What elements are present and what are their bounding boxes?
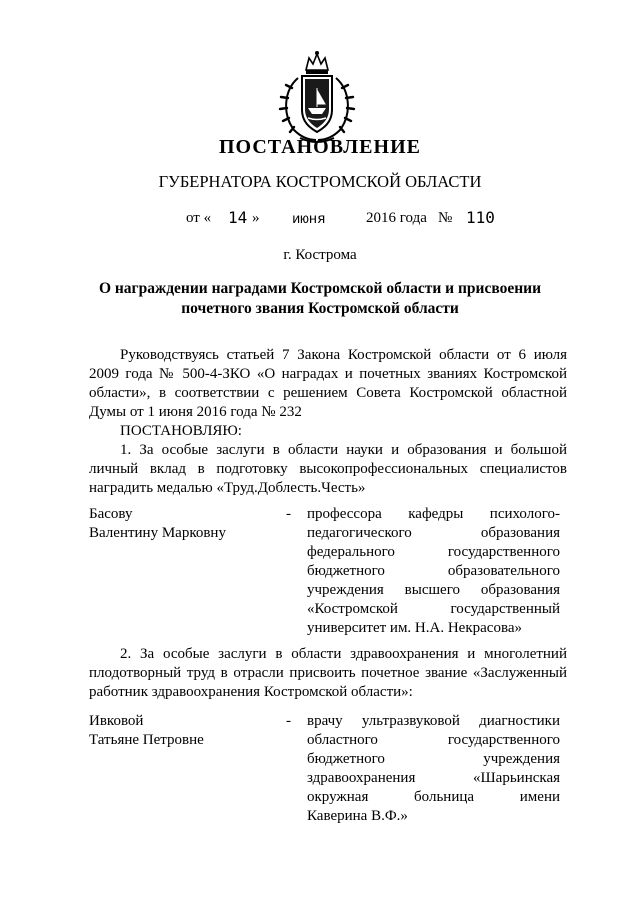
item-2-line: работник здравоохранения Костромской области»: <box>89 684 413 700</box>
item-1-line: наградить медалью «Труд.Доблесть.Честь» <box>89 480 366 496</box>
item-2-paragraph <box>89 645 567 702</box>
desc-line: здравоохранения «Шарьинская <box>307 770 560 786</box>
awardee-1-name <box>89 505 279 543</box>
item-1-line: личный вклад в подготовку высокопрофессиональных специалистов <box>89 461 567 477</box>
awardee-surname: Басову <box>89 506 133 522</box>
document-heading <box>0 279 640 319</box>
intro-paragraph <box>89 346 567 422</box>
number-sign: № <box>438 210 453 226</box>
heading-line-1: О награждении наградами Костромской области и присвоении <box>98 280 542 297</box>
awardee-2-description <box>307 712 560 826</box>
desc-line: профессора кафедры психолого- <box>307 506 560 522</box>
desc-line: «Костромской государственный <box>307 601 560 617</box>
desc-line: областного государственного <box>307 732 560 748</box>
date-month: июня <box>292 212 326 228</box>
desc-line: Каверина В.Ф.» <box>307 808 408 824</box>
awardee-1-description <box>307 505 560 638</box>
awardee-1-dash: - <box>286 506 291 522</box>
desc-line: бюджетного образовательного <box>307 563 560 579</box>
awardee-2-dash: - <box>286 713 291 729</box>
heading-line-2: почетного звания Костромской области <box>181 300 459 317</box>
intro-line: 2009 года № 500-4-ЗКО «О наградах и почетных званиях Костромской <box>89 366 567 382</box>
desc-line: учреждения высшего образования <box>307 582 560 598</box>
item-2-line: плодотворный труд в отрасли присвоить почетное звание «Заслуженный <box>89 665 567 681</box>
document-subtitle: ГУБЕРНАТОРА КОСТРОМСКОЙ ОБЛАСТИ <box>158 172 482 191</box>
document-number: 110 <box>466 208 495 227</box>
intro-line: Думы от 1 июня 2016 года № 232 <box>89 404 302 420</box>
desc-line: врачу ультразвуковой диагностики <box>307 713 560 729</box>
awardee-surname: Ивковой <box>89 713 144 729</box>
awardee-given-names: Татьяне Петровне <box>89 732 204 748</box>
awardee-given-names: Валентину Марковну <box>89 525 226 541</box>
item-1-paragraph <box>89 441 567 498</box>
date-prefix: от « <box>186 210 212 226</box>
desc-line: окружная больница имени <box>307 789 560 805</box>
intro-line: области», в соответствии с решением Совета Костромской областной <box>89 385 567 401</box>
declare-word: ПОСТАНОВЛЯЮ: <box>120 423 242 439</box>
desc-line: бюджетного учреждения <box>307 751 560 767</box>
item-1-line: 1. За особые заслуги в области науки и образования и большой <box>120 442 567 458</box>
document-title: ПОСТАНОВЛЕНИЕ <box>219 136 421 158</box>
coat-of-arms-icon <box>276 48 358 148</box>
desc-line: университет им. Н.А. Некрасова» <box>307 620 522 636</box>
date-suffix: » <box>252 210 260 226</box>
city-name: г. Кострома <box>283 247 357 263</box>
date-year: 2016 года <box>366 210 427 226</box>
desc-line: педагогического образования <box>307 525 560 541</box>
intro-line: Руководствуясь статьей 7 Закона Костромской области от 6 июля <box>120 347 567 363</box>
item-2-line: 2. За особые заслуги в области здравоохранения и многолетний <box>120 646 567 662</box>
awardee-2-name <box>89 712 279 750</box>
desc-line: федерального государственного <box>307 544 560 560</box>
date-day: 14 <box>228 208 248 227</box>
